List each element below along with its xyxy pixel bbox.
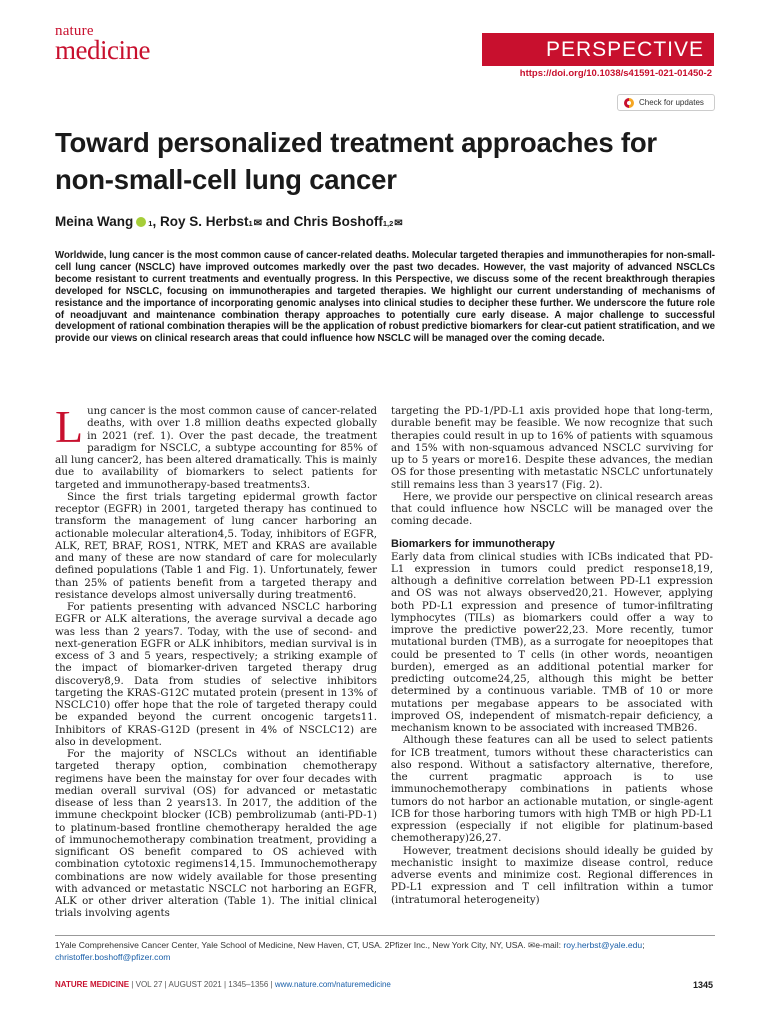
- body-paragraph: Since the first trials targeting epidermal growth factor receptor (EGFR) in 2001, targeted therapy has continued to transform the management of lung cancer harboring an actionable molecular alteration4,5. Today, inhibitors of EGFR, ALK, RET, BRAF, ROS1, NTRK, MET and KRAS are available and many of these are now standard of care for molecularly defined populations (Table 1 and Fig. 1). Unfortunately, fewer than 25% of patients benefit from a targeted therapy and resistance develops almost universally during treatment6.: [55, 491, 377, 601]
- author-list: [55, 214, 403, 229]
- email-separator: ;: [642, 940, 645, 950]
- email-link[interactable]: christoffer.boshoff@pfizer.com: [55, 951, 171, 962]
- intro-paragraph: [55, 401, 377, 492]
- journal-logo: [55, 24, 150, 64]
- page-footer: [55, 980, 391, 989]
- author-separator: ,: [152, 214, 160, 229]
- logo-nature: nature: [55, 23, 94, 39]
- orcid-icon[interactable]: [136, 217, 146, 227]
- check-updates-button[interactable]: [617, 94, 715, 111]
- author-name[interactable]: Chris Boshoff: [293, 214, 383, 229]
- body-paragraph: However, treatment decisions should ideally be guided by mechanistic insight to maximize disease control, reduce adverse events and minimize cost. Regional differences in PD-L1 expression and T cell infiltration within a tumor (intratumoral heterogeneity): [391, 845, 713, 906]
- author-affiliation: 1: [148, 219, 153, 228]
- abstract: Worldwide, lung cancer is the most common cause of cancer-related deaths. Molecular targeted therapies and immunotherapies for non-small-cell lung cancer (NSCLC) have improved outcomes markedly over the past two decades. However, the vast majority of advanced NSCLCs become resistant to current treatments and eventually progress. In this Perspective, we discuss some of the recent breakthrough therapies developed for NSCLC, focusing on immunotherapies and targeted therapies. We highlight our current understanding of mechanisms of resistance and the importance of incorporating genomic analyses into clinical studies to decipher these further. We underscore the future role of neoadjuvant and maintenance combination therapy approaches to potentially cure early disease. A major challenge to successful development of rational combination therapies will be the application of robust predictive biomarkers for clear-cut patient stratification, and we provide our views on clinical research areas that could influence how NSCLC will be managed over the coming decade.: [55, 250, 715, 345]
- affiliations: [55, 940, 715, 963]
- body-column-right: [391, 406, 713, 907]
- check-updates-label: Check for updates: [639, 98, 704, 107]
- author-affiliation: 1: [248, 219, 253, 228]
- article-title: Toward personalized treatment approaches for non-small-cell lung cancer: [55, 127, 657, 195]
- affiliation-text: 1Yale Comprehensive Cancer Center, Yale School of Medicine, New Haven, CT, USA. 2Pfizer Inc., New York City, NY, USA. ✉e-mail:: [55, 940, 564, 950]
- body-column-left: [55, 401, 377, 921]
- author-name[interactable]: Meina Wang: [55, 214, 134, 229]
- doi-link[interactable]: https://doi.org/10.1038/s41591-021-01450-2: [519, 68, 712, 79]
- footer-journal: NATURE MEDICINE: [55, 980, 130, 989]
- footer-info: | VOL 27 | AUGUST 2021 | 1345–1356 |: [129, 980, 275, 989]
- page-number: 1345: [692, 980, 713, 990]
- section-heading: Biomarkers for immunotherapy: [391, 537, 555, 550]
- check-updates-icon: [624, 98, 634, 108]
- mail-icon[interactable]: ✉: [394, 218, 403, 229]
- body-paragraph: Although these features can all be used to select patients for ICB treatment, tumors without these characteristics can also respond. Without a satisfactory alternative, therefore, the current pragmatic approach is to use immunochemotherapy combinations in patients whose tumors do not harbor an actionable mutation, or single-agent ICB for those harboring tumors with high TMB or high PD-L1 expression (especially if not eligible for platinum-based chemotherapy)26,27.: [391, 735, 713, 845]
- author-name[interactable]: Roy S. Herbst: [159, 214, 249, 229]
- body-paragraph: Early data from clinical studies with ICBs indicated that PD-L1 expression in tumors could predict response18,19, although a definitive correlation between PD-L1 expression and OS was not always observed20,21. However, applying both PD-L1 expression and presence of tumor-infiltrating lymphocytes (TILs) as biomarkers could offer a way to improve the predictive power22,23. More recently, tumor mutational burden (TMB), as a surrogate for neoepitopes that could be presented to T cells (in other words, neoantigen burden), emerged as an additional potential marker for predicting outcome24,25, although this might be better determined by a continuous variable. TMB of 10 or more mutations per megabase appears to be associated with improved OS, independent of mismatch-repair deficiency, a mechanism known to be associated with increased TMB26.: [391, 551, 713, 734]
- paragraph-text: ung cancer is the most common cause of cancer-related deaths, with over 1.8 million deaths expected globally in 2021 (ref. 1). Over the past decade, the treatment paradigm for NSCLC, a subtype accounting for 85% of all lung cancer2, has been altered dramatically. This is mainly due to availability of biomarkers to select patients for targeted and immunotherapy-based treatments3.: [55, 406, 377, 491]
- section-banner: PERSPECTIVE: [482, 33, 714, 66]
- email-link[interactable]: roy.herbst@yale.edu: [563, 940, 643, 950]
- body-paragraph: For the majority of NSCLCs without an identifiable targeted therapy option, combination chemotherapy regimens have been the mainstay for over four decades with median overall survival (OS) for advanced or metastatic disease of less than 2 years13. In 2017, the addition of the immune checkpoint blocker (ICB) pembrolizumab (anti-PD-1) to platinum-based frontline chemotherapy heralded the age of immunochemotherapy combination treatment, providing a significant OS benefit compared to OS achieved with combination cytotoxic regimens14,15. Immunochemotherapy combinations are now widely available for those presenting with advanced or metastatic NSCLC not harboring an EGFR, ALK or other driver alteration (Table 1). The initial clinical trials involving agents: [55, 749, 377, 920]
- author-affiliation: 1,2: [382, 219, 394, 228]
- mail-icon[interactable]: ✉: [253, 218, 263, 229]
- footer-url[interactable]: www.nature.com/naturemedicine: [274, 980, 391, 989]
- drop-cap: L: [55, 401, 84, 452]
- author-separator: and: [262, 214, 294, 229]
- body-paragraph: For patients presenting with advanced NSCLC harboring EGFR or ALK alterations, the average survival a decade ago was less than 2 years7. Today, with the use of second- and next-generation EGFR or ALK inhibitors, median survival is in excess of 3 and 5 years, respectively; a striking example of the impact of biomarker-driven targeted therapy drug discovery8,9. Data from studies of selective inhibitors targeting the KRAS-G12C mutated protein (present in 13% of NSCLC10) offer hope that the role of targeted therapy could be expanded beyond the current oncogenic targets11. Inhibitors of KRAS-G12D (present in 4% of NSCLC12) are also in development.: [55, 602, 377, 748]
- body-paragraph: targeting the PD-1/PD-L1 axis provided hope that long-term, durable benefit may be feasible. We now recognize that such therapies could result in up to 16% of patients with squamous and 15% with non-squamous advanced NSCLC surviving for up to 5 years or more16. Despite these advances, the median OS for those presenting with metastatic NSCLC unfortunately still remains less than 3 years17 (Fig. 2).: [391, 406, 714, 491]
- body-paragraph: Here, we provide our perspective on clinical research areas that could influence how NSCLC will be managed over the coming decade.: [391, 491, 713, 528]
- logo-medicine: medicine: [55, 35, 150, 65]
- footnote-divider: [55, 935, 715, 936]
